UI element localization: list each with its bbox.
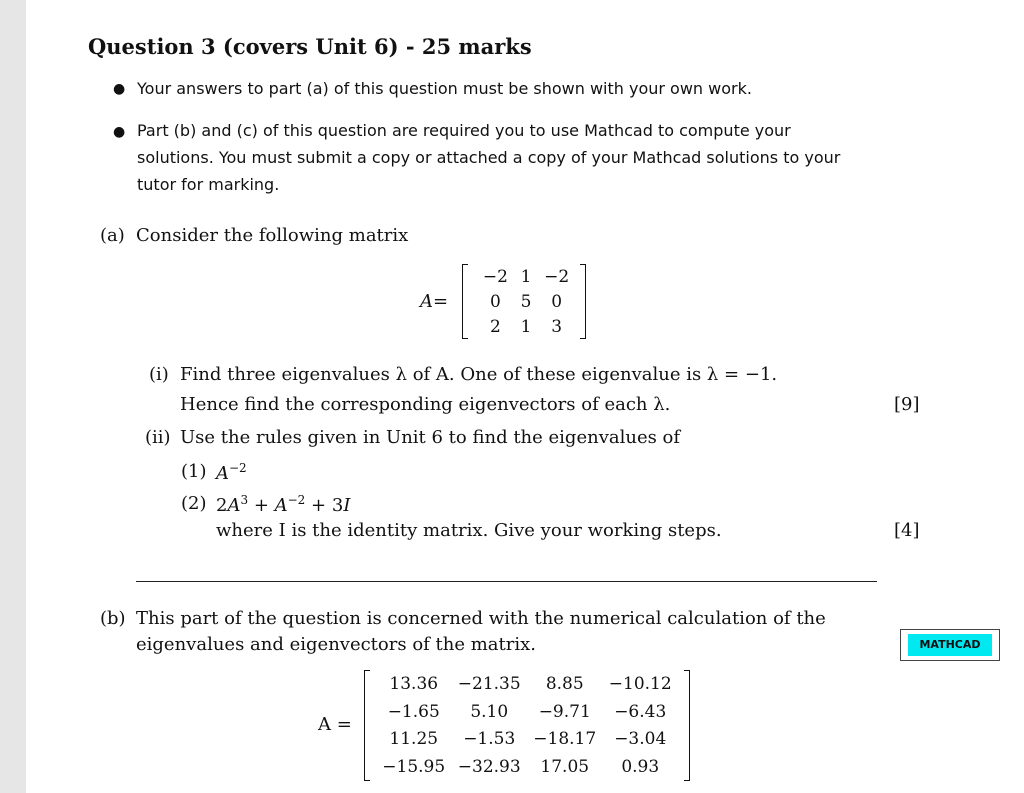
item-2-label: (2) — [181, 493, 207, 514]
matrix-cell: 11.25 — [389, 729, 439, 750]
matrix-cell: −32.93 — [457, 757, 521, 778]
matrix-b — [364, 670, 690, 781]
bullet-2-line: Part (b) and (c) of this question are required you to use Mathcad to compute your — [137, 121, 791, 140]
matrix-cell: 1 — [520, 316, 532, 337]
part-a-intro: Consider the following matrix — [136, 225, 409, 246]
part-b-line2: eigenvalues and eigenvectors of the matrix. — [136, 634, 537, 655]
part-a-ii-label: (ii) — [145, 427, 171, 448]
matrix-cell: −2 — [482, 266, 508, 287]
matrix-row — [474, 314, 578, 339]
left-margin-bar — [0, 0, 26, 793]
matrix-cell: −6.43 — [614, 701, 667, 722]
part-a-i-line1: Find three eigenvalues λ of A. One of these eigenvalue is λ = −1. — [180, 364, 778, 385]
matrix-row — [474, 289, 578, 314]
mathcad-badge — [900, 629, 1000, 661]
matrix-cell: −1.53 — [463, 729, 516, 750]
matrix-cell: −21.35 — [457, 673, 521, 694]
question-title: Question 3 (covers Unit 6) - 25 marks — [88, 34, 532, 59]
bullet-2-line: tutor for marking. — [137, 175, 280, 194]
bullet-1-text — [137, 75, 752, 102]
matrix-a — [462, 264, 586, 339]
matrix-b-table — [376, 670, 678, 781]
matrix-cell: 0.93 — [621, 757, 660, 778]
matrix-cell: −10.12 — [608, 673, 672, 694]
matrix-row — [474, 264, 578, 289]
part-a-i-label: (i) — [149, 364, 169, 385]
matrix-cell: 8.85 — [545, 673, 584, 694]
bullet-dot: ● — [113, 81, 126, 97]
matrix-cell: −3.04 — [614, 729, 667, 750]
bullet-2-line: solutions. You must submit a copy or attached a copy of your Mathcad solutions to your — [137, 148, 841, 167]
part-a-i-marks: [9] — [894, 394, 920, 415]
matrix-a-table — [474, 264, 578, 339]
matrix-cell: −15.95 — [382, 757, 446, 778]
item-2-expression: $2A^3 + A^{-2} + 3I$ — [216, 493, 351, 516]
matrix-b-label: A = — [318, 714, 352, 735]
matrix-cell: −18.17 — [533, 729, 597, 750]
matrix-row — [376, 753, 678, 781]
matrix-left-bracket — [364, 670, 370, 781]
matrix-a-label: A= — [420, 291, 449, 312]
matrix-cell: 5 — [520, 291, 532, 312]
matrix-cell: −2 — [544, 266, 570, 287]
matrix-row — [376, 698, 678, 726]
matrix-cell: 0 — [551, 291, 563, 312]
part-a-ii-footer: where I is the identity matrix. Give your working steps. — [216, 520, 722, 541]
section-divider — [136, 581, 877, 582]
bullet-1-line: Your answers to part (a) of this question must be shown with your own work. — [137, 79, 752, 98]
matrix-cell: 3 — [551, 316, 563, 337]
item-1-expression: $A^{-2}$ — [216, 461, 247, 484]
matrix-cell: 2 — [489, 316, 501, 337]
matrix-cell: −1.65 — [387, 701, 440, 722]
part-a-ii-marks: [4] — [894, 520, 920, 541]
matrix-cell: 0 — [489, 291, 501, 312]
matrix-cell: 5.10 — [470, 701, 509, 722]
bullet-2-text — [137, 117, 840, 198]
part-a-label: (a) — [100, 225, 125, 246]
matrix-row — [376, 726, 678, 754]
matrix-cell: 13.36 — [389, 673, 439, 694]
matrix-cell: −9.71 — [538, 701, 591, 722]
part-b-line1: This part of the question is concerned with the numerical calculation of the — [136, 608, 826, 629]
part-b-label: (b) — [100, 608, 126, 629]
item-1-label: (1) — [181, 461, 207, 482]
matrix-cell: 17.05 — [540, 757, 590, 778]
matrix-row — [376, 670, 678, 698]
part-a-i-line2: Hence find the corresponding eigenvectors of each λ. — [180, 394, 671, 415]
matrix-right-bracket — [684, 670, 690, 781]
mathcad-badge-label: MATHCAD — [908, 634, 992, 656]
part-a-ii-line1: Use the rules given in Unit 6 to find the eigenvalues of — [180, 427, 681, 448]
bullet-dot: ● — [113, 124, 126, 140]
matrix-right-bracket — [580, 264, 586, 339]
matrix-left-bracket — [462, 264, 468, 339]
matrix-cell: 1 — [520, 266, 532, 287]
